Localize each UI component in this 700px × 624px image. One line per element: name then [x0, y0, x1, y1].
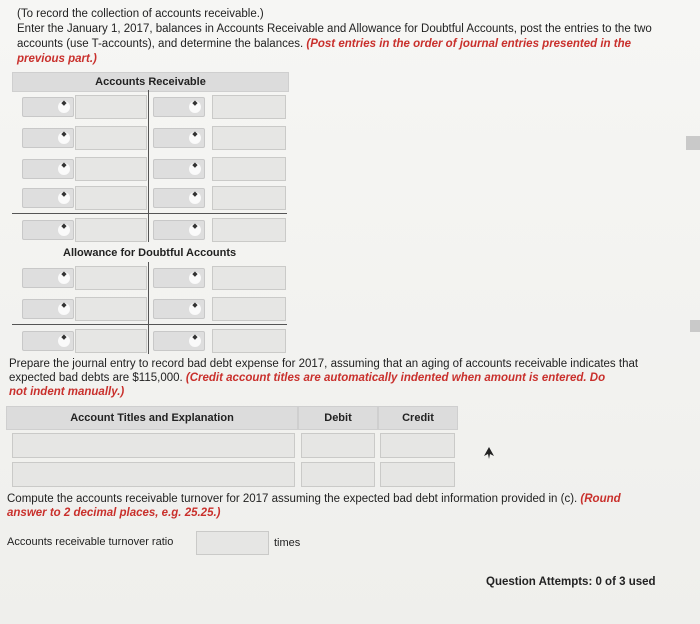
- select-arrow-icon: ◆: [189, 272, 201, 284]
- ar-balance-line: [12, 213, 287, 214]
- journal-prompt-line-1: Prepare the journal entry to record bad debt expense for 2017, assuming that an aging of accounts receivable indicates that: [9, 358, 639, 370]
- col-account-titles: Account Titles and Explanation: [6, 406, 298, 430]
- turnover-prompt-line-1-emphasis: (Round: [580, 493, 621, 505]
- afda-balance-line: [12, 324, 287, 325]
- turnover-prompt-line-1: [7, 492, 621, 507]
- instruction-line-2: Enter the January 1, 2017, balances in Accounts Receivable and Allowance for Doubtful Accounts, post the entries to the two: [17, 23, 652, 35]
- turnover-ratio-input[interactable]: [196, 531, 269, 555]
- afda-balance-credit-select[interactable]: [153, 331, 205, 351]
- select-arrow-icon: ◆: [58, 272, 70, 284]
- turnover-prompt-line-2: answer to 2 decimal places, e.g. 25.25.): [7, 507, 221, 519]
- journal-prompt-line-2-emphasis: (Credit account titles are automatically indented when amount is entered. Do: [185, 372, 606, 384]
- afda-debit-select-1[interactable]: [22, 268, 74, 288]
- instruction-line-1: (To record the collection of accounts receivable.): [17, 8, 264, 20]
- ar-credit-select-3[interactable]: [153, 159, 205, 179]
- ar-debit-amount-3[interactable]: [75, 157, 147, 181]
- select-arrow-icon: ◆: [189, 335, 201, 347]
- select-arrow-icon: ◆: [58, 224, 70, 236]
- ar-balance-credit-select[interactable]: [153, 220, 205, 240]
- ar-debit-select-2[interactable]: [22, 128, 74, 148]
- afda-balance-debit-select[interactable]: [22, 331, 74, 351]
- edge-tab-bottom: [690, 320, 700, 332]
- ar-credit-amount-1[interactable]: [212, 95, 286, 119]
- instruction-line-3: [17, 37, 631, 52]
- ar-credit-amount-3[interactable]: [212, 157, 286, 181]
- journal-debit-input-2[interactable]: [301, 462, 375, 487]
- select-arrow-icon: ◆: [58, 101, 70, 113]
- ar-credit-amount-4[interactable]: [212, 186, 286, 210]
- ar-credit-select-2[interactable]: [153, 128, 205, 148]
- select-arrow-icon: ◆: [189, 163, 201, 175]
- afda-credit-select-1[interactable]: [153, 268, 205, 288]
- afda-credit-select-2[interactable]: [153, 299, 205, 319]
- select-arrow-icon: ◆: [189, 303, 201, 315]
- allowance-title: Allowance for Doubtful Accounts: [63, 247, 237, 259]
- journal-prompt-line-3: not indent manually.): [9, 386, 125, 398]
- ar-debit-amount-4[interactable]: [75, 186, 147, 210]
- ar-debit-amount-1[interactable]: [75, 95, 147, 119]
- turnover-prompt-line-1-text: Compute the accounts receivable turnover for 2017 assuming the expected bad debt information provided in (c).: [7, 493, 581, 505]
- ar-balance-debit-select[interactable]: [22, 220, 74, 240]
- journal-prompt-line-2: [9, 371, 605, 386]
- select-arrow-icon: ◆: [58, 303, 70, 315]
- ar-debit-select-3[interactable]: [22, 159, 74, 179]
- afda-credit-amount-2[interactable]: [212, 297, 286, 321]
- afda-t-divider: [148, 262, 149, 354]
- afda-debit-amount-1[interactable]: [75, 266, 147, 290]
- ar-credit-select-1[interactable]: [153, 97, 205, 117]
- instruction-line-4: previous part.): [17, 53, 97, 65]
- turnover-label: Accounts receivable turnover ratio: [7, 536, 174, 548]
- ar-credit-amount-2[interactable]: [212, 126, 286, 150]
- afda-credit-amount-1[interactable]: [212, 266, 286, 290]
- question-attempts: Question Attempts: 0 of 3 used: [486, 576, 656, 588]
- select-arrow-icon: ◆: [189, 224, 201, 236]
- ar-credit-select-4[interactable]: [153, 188, 205, 208]
- select-arrow-icon: ◆: [58, 132, 70, 144]
- select-arrow-icon: ◆: [58, 335, 70, 347]
- col-credit: Credit: [378, 406, 458, 430]
- afda-debit-select-2[interactable]: [22, 299, 74, 319]
- journal-credit-input-1[interactable]: [380, 433, 455, 458]
- instruction-line-3-text: accounts (use T-accounts), and determine the balances.: [17, 38, 307, 50]
- select-arrow-icon: ◆: [58, 163, 70, 175]
- select-arrow-icon: ◆: [189, 101, 201, 113]
- select-arrow-icon: ◆: [58, 192, 70, 204]
- ar-debit-select-4[interactable]: [22, 188, 74, 208]
- journal-credit-input-2[interactable]: [380, 462, 455, 487]
- accounts-receivable-title: Accounts Receivable: [12, 72, 289, 92]
- ar-debit-amount-2[interactable]: [75, 126, 147, 150]
- select-arrow-icon: ◆: [189, 132, 201, 144]
- ar-balance-debit-amount[interactable]: [75, 218, 147, 242]
- afda-balance-credit-amount[interactable]: [212, 329, 286, 353]
- afda-balance-debit-amount[interactable]: [75, 329, 147, 353]
- mouse-cursor-icon: [483, 446, 495, 460]
- journal-prompt-line-2-text: expected bad debts are $115,000.: [9, 372, 186, 384]
- ar-t-divider: [148, 90, 149, 242]
- journal-account-input-2[interactable]: [12, 462, 295, 487]
- turnover-unit: times: [274, 537, 301, 549]
- afda-debit-amount-2[interactable]: [75, 297, 147, 321]
- journal-account-input-1[interactable]: [12, 433, 295, 458]
- ar-balance-credit-amount[interactable]: [212, 218, 286, 242]
- ar-debit-select-1[interactable]: [22, 97, 74, 117]
- col-debit: Debit: [298, 406, 378, 430]
- edge-tab-top: [686, 136, 700, 150]
- instruction-line-3-emphasis: (Post entries in the order of journal entries presented in the: [306, 38, 631, 50]
- select-arrow-icon: ◆: [189, 192, 201, 204]
- journal-debit-input-1[interactable]: [301, 433, 375, 458]
